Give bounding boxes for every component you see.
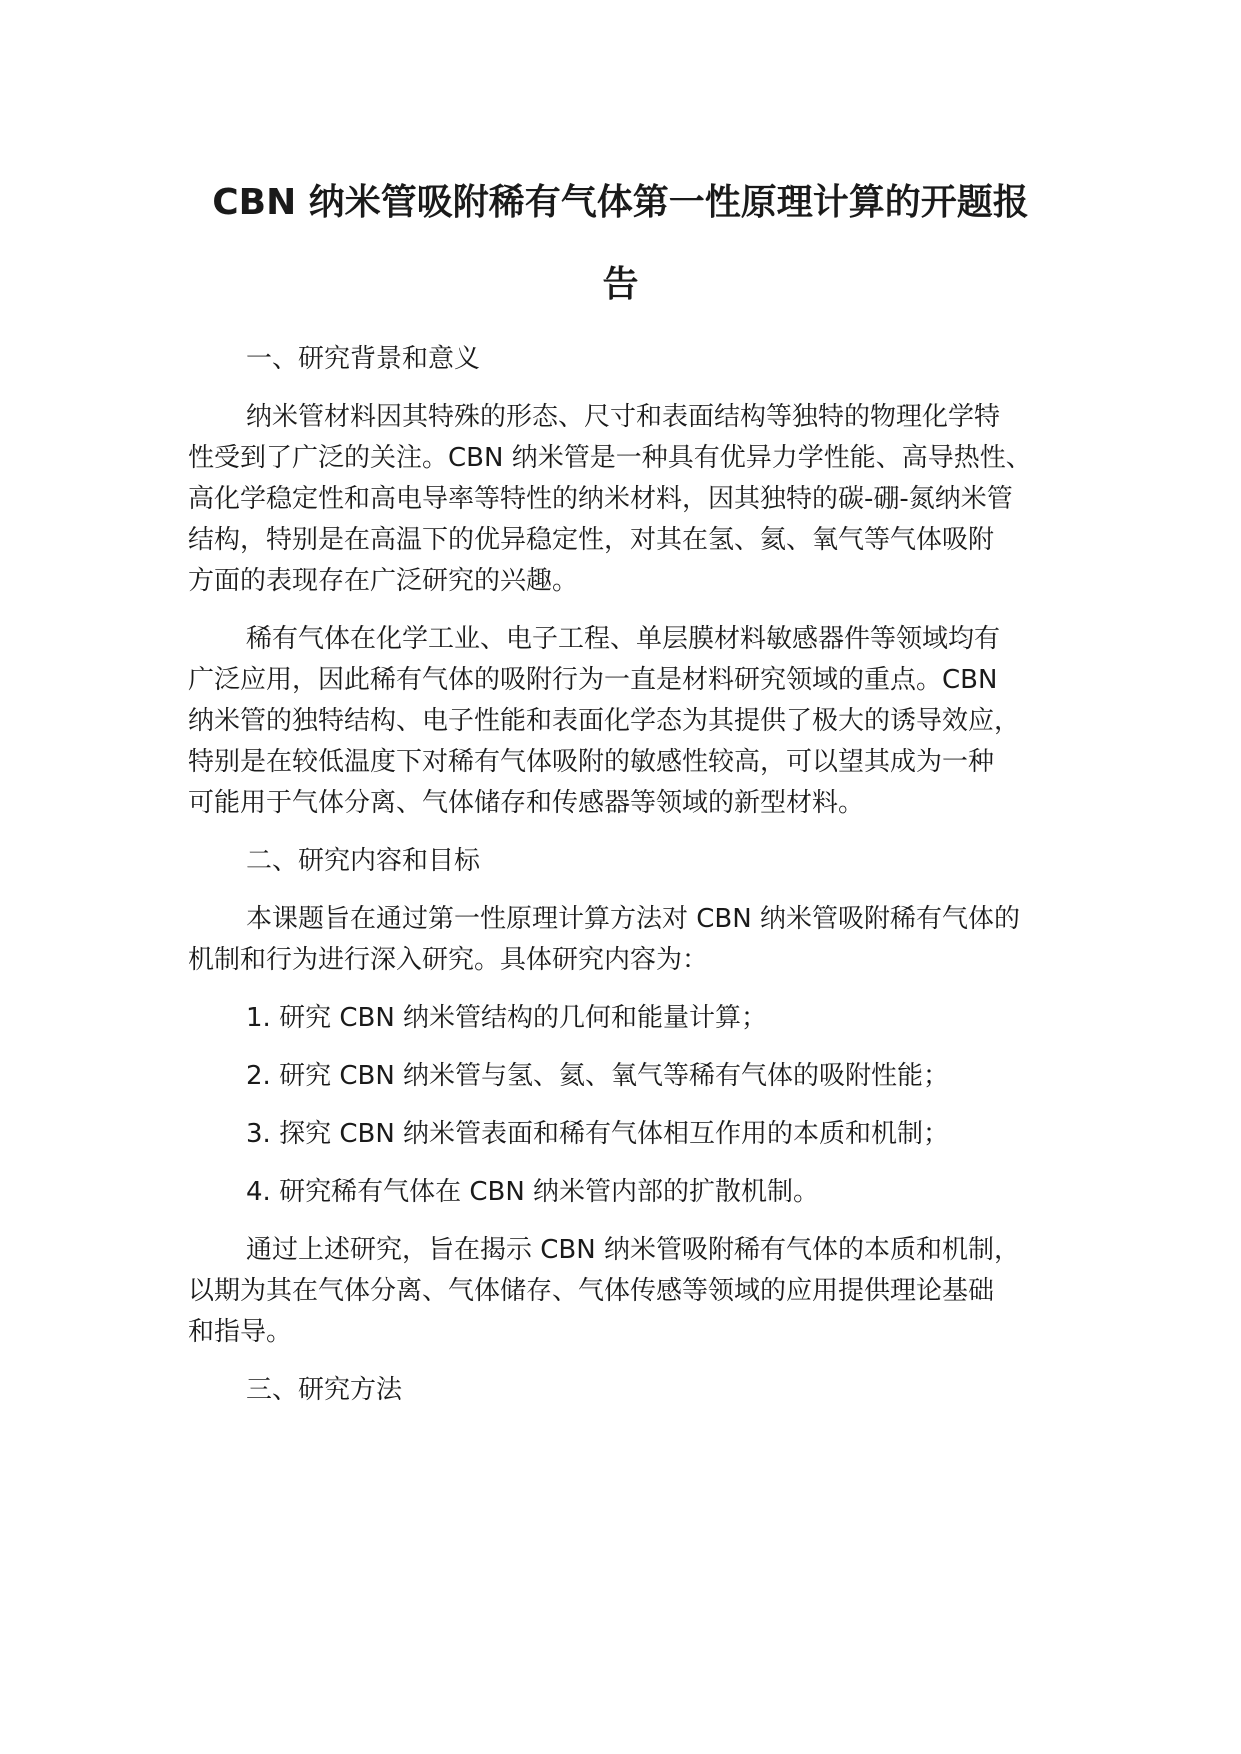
document-title-line-1: CBN 纳米管吸附稀有气体第一性原理计算的开题报 xyxy=(212,182,1029,223)
list-item-4: 4. 研究稀有气体在 CBN 纳米管内部的扩散机制。 xyxy=(246,1177,820,1207)
list-item-1: 1. 研究 CBN 纳米管结构的几何和能量计算； xyxy=(246,1003,768,1033)
document-title-line-2: 告 xyxy=(602,264,639,305)
section-heading-content-goals: 二、研究内容和目标 xyxy=(246,846,481,876)
paragraph-1-line-4: 结构，特别是在高温下的优异稳定性，对其在氢、氦、氧气等气体吸附 xyxy=(188,525,995,555)
paragraph-1-line-2: 性受到了广泛的关注。CBN 纳米管是一种具有优异力学性能、高导热性、 xyxy=(188,443,1032,473)
paragraph-1-line-5: 方面的表现存在广泛研究的兴趣。 xyxy=(188,566,579,596)
paragraph-3-line-1: 本课题旨在通过第一性原理计算方法对 CBN 纳米管吸附稀有气体的 xyxy=(246,904,1020,934)
paragraph-2-line-5: 可能用于气体分离、气体储存和传感器等领域的新型材料。 xyxy=(188,788,865,818)
paragraph-2-line-1: 稀有气体在化学工业、电子工程、单层膜材料敏感器件等领域均有 xyxy=(246,624,1001,654)
paragraph-1-line-1: 纳米管材料因其特殊的形态、尺寸和表面结构等独特的物理化学特 xyxy=(246,402,1001,432)
list-item-3: 3. 探究 CBN 纳米管表面和稀有气体相互作用的本质和机制； xyxy=(246,1119,950,1149)
paragraph-2-line-4: 特别是在较低温度下对稀有气体吸附的敏感性较高，可以望其成为一种 xyxy=(188,747,995,777)
paragraph-4-line-3: 和指导。 xyxy=(188,1317,293,1347)
paragraph-3-line-2: 机制和行为进行深入研究。具体研究内容为： xyxy=(188,945,709,975)
paragraph-4-line-1: 通过上述研究，旨在揭示 CBN 纳米管吸附稀有气体的本质和机制， xyxy=(246,1235,1020,1265)
paragraph-1-line-3: 高化学稳定性和高电导率等特性的纳米材料，因其独特的碳-硼-氮纳米管 xyxy=(188,484,1013,514)
section-heading-background: 一、研究背景和意义 xyxy=(246,344,481,374)
list-item-2: 2. 研究 CBN 纳米管与氢、氦、氧气等稀有气体的吸附性能； xyxy=(246,1061,950,1091)
section-heading-methods: 三、研究方法 xyxy=(246,1375,403,1405)
paragraph-4-line-2: 以期为其在气体分离、气体储存、气体传感等领域的应用提供理论基础 xyxy=(188,1276,995,1306)
paragraph-2-line-3: 纳米管的独特结构、电子性能和表面化学态为其提供了极大的诱导效应， xyxy=(188,706,1021,736)
paragraph-2-line-2: 广泛应用，因此稀有气体的吸附行为一直是材料研究领域的重点。CBN xyxy=(188,665,998,695)
